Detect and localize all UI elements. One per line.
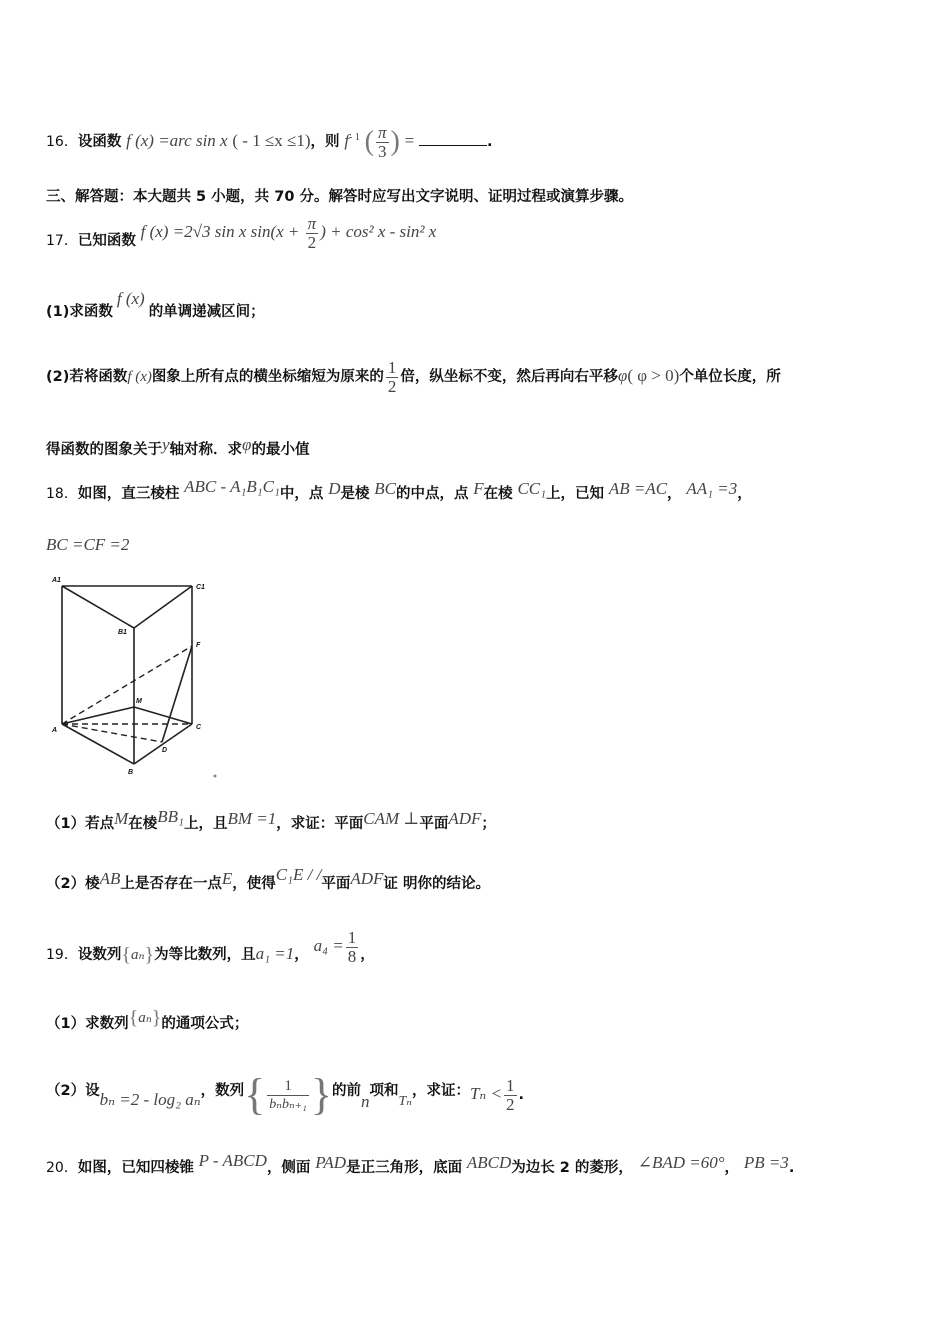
label-D: D: [162, 747, 168, 754]
q19-half-den: 2: [506, 1094, 515, 1114]
q19-part2-text-c: 的前: [332, 1083, 361, 1099]
q18-part1-text-e: 平面: [419, 816, 449, 832]
q17-part2-text-g: 的最小值: [251, 442, 310, 458]
q19-part2-text-d: 项和: [369, 1083, 399, 1099]
q19-bn: bₙ =2 - log₂ aₙ: [99, 1090, 201, 1109]
q18-part2-text-b: 上是否存在一点: [120, 876, 222, 892]
q17-function-a: f (x) =2√3 sin x sin(x +: [140, 222, 304, 241]
label-M: M: [136, 698, 142, 705]
q19-half-num: 1: [506, 1075, 515, 1095]
q18-part2: [46, 865, 490, 895]
q18-text: 如图，直三棱柱: [77, 486, 180, 502]
q20-text-b: ，侧面: [266, 1160, 311, 1176]
q19-text: 设数列: [77, 947, 122, 963]
q18-C1E: C₁E / /: [275, 865, 322, 884]
q17-part2-text: (2)若将函数: [46, 369, 128, 385]
q19-part2-text: （2）设: [46, 1083, 100, 1099]
q18-line: [46, 477, 752, 505]
q18-prism-figure: [48, 572, 228, 782]
q20-period: .: [788, 1160, 795, 1176]
q16-line: [46, 118, 493, 161]
q18-text-b: 中，点: [279, 486, 324, 502]
q16-left-paren: (: [364, 126, 374, 157]
q17-part1-text: (1)求函数: [46, 304, 113, 320]
q18-CAM: CAM ⊥: [363, 809, 420, 828]
q18-part1: [46, 807, 496, 835]
q16-right-paren: ): [390, 126, 400, 157]
section-3-heading: 三、解答题：本大题共 5 小题，共 70 分。解答时应写出文字说明、证明过程或演算步骤。: [46, 189, 633, 205]
label-A1: A1: [52, 577, 61, 584]
q16-fraction: [376, 124, 389, 161]
q19-comma2: ，: [360, 947, 375, 963]
q17-part2-text-e: 得函数的图象关于: [46, 442, 162, 458]
q18-BM: BM =1: [227, 809, 277, 828]
q17-half-num: 1: [387, 357, 397, 377]
q16-answer-blank[interactable]: [419, 131, 487, 146]
q18-text-d: 的中点，点: [396, 486, 469, 502]
q17-line: [46, 213, 437, 260]
q16-then: ，则: [310, 134, 340, 150]
q19-Tn: Tₙ: [398, 1094, 412, 1109]
q16-text: 设函数: [77, 134, 122, 150]
stray-dot: [214, 775, 217, 778]
q17-part1-text-b: 的单调递减区间；: [148, 304, 265, 320]
q17-part1: [46, 289, 265, 323]
q19-Tn-lt: Tₙ <: [469, 1084, 503, 1103]
q17-phi-cond: ( φ > 0): [627, 366, 680, 385]
q18-part2-text-e: 证 明你的结论。: [383, 876, 490, 892]
edge-M-C: [134, 707, 192, 724]
edge-A-M: [62, 707, 134, 724]
q17-phi: φ: [617, 366, 628, 385]
edge-B1-C1: [134, 586, 192, 628]
q19-an: aₙ: [130, 947, 145, 963]
q18-text-f: 上，已知: [546, 486, 605, 502]
q17-fraction: [306, 215, 319, 252]
q18-ABAC: AB =AC: [608, 479, 668, 498]
q17-part2-text-f: 轴对称．求: [169, 442, 243, 458]
q16-equals: =: [404, 131, 415, 150]
q20-text-c: 是正三角形，底面: [346, 1160, 463, 1176]
q19-fraction: [346, 929, 359, 966]
q19-half: [504, 1077, 517, 1114]
q17-part2-fx: f (x): [127, 369, 152, 385]
q18-part1-text-f: ；: [481, 816, 496, 832]
q17-part2-text-b: 图象上所有点的横坐标缩短为原来的: [151, 369, 384, 385]
q19-a1: a₁ =1: [255, 944, 295, 963]
q18-E: E: [221, 869, 233, 888]
q18-comma2: ，: [737, 486, 752, 502]
q18-text-c: 是棱: [340, 486, 370, 502]
q18-part1-text-b: 在棱: [128, 816, 158, 832]
q18-CC1: CC₁: [517, 479, 547, 498]
q20-angle: ∠BAD =60°: [637, 1153, 725, 1172]
q18-number: 18．: [46, 486, 78, 502]
q17-phi2: φ: [242, 435, 252, 454]
q18-AA1: AA₁ =3: [686, 479, 738, 498]
q19-n: n: [361, 1092, 370, 1111]
q20-number: 20．: [46, 1160, 78, 1176]
edge-B-C: [134, 724, 192, 764]
q16-number: 16．: [46, 134, 78, 150]
q20-comma: ，: [724, 1160, 740, 1176]
q18-BC: BC: [374, 479, 396, 498]
q17-two: 2: [307, 232, 317, 252]
label-A: A: [52, 727, 58, 734]
q19-p1-brace-r: }: [151, 1007, 162, 1029]
q18-BCCF: BC =CF =2: [46, 535, 130, 554]
q18-ADF2: ADF: [350, 869, 384, 888]
q19-part2-text-b: ，数列: [200, 1083, 245, 1099]
edge-A1-B1: [62, 586, 134, 628]
q18-part1-text-d: ，求证：平面: [276, 816, 364, 832]
q20-line: [46, 1151, 795, 1179]
q18-part2-text: （2）棱: [46, 876, 100, 892]
q18-part1-text: （1）若点: [46, 816, 115, 832]
q18-D: D: [328, 479, 341, 498]
q19-p2-brace-r: }: [310, 1070, 332, 1119]
q16-f: f: [344, 131, 350, 150]
q18-part2-text-d: 平面: [321, 876, 351, 892]
q18-prism: ABC - A₁B₁C₁: [184, 477, 280, 496]
q17-text: 已知函数: [77, 233, 136, 249]
label-B: B: [128, 769, 134, 776]
q18-given: [46, 534, 129, 556]
q17-part2-text-c: 倍，纵坐标不变，然后再向右平移: [400, 369, 618, 385]
q19-p1-brace-l: {: [128, 1007, 139, 1029]
q19-a4: a₄ =: [313, 936, 344, 955]
q18-text-e: 在棱: [483, 486, 513, 502]
q19-number: 19．: [46, 947, 78, 963]
q19-period: .: [518, 1087, 525, 1103]
q18-M: M: [114, 809, 129, 828]
q20-ABCD: ABCD: [466, 1153, 512, 1172]
q18-comma1: ，: [667, 486, 682, 502]
q16-period: .: [487, 134, 493, 150]
q17-half: [386, 359, 399, 396]
q19-one: 1: [347, 927, 357, 947]
q19-comma: ，: [294, 947, 309, 963]
q17-half-den: 2: [387, 376, 397, 396]
q20-text-d: 为边长 2 的菱形，: [511, 1160, 633, 1176]
edge-A-F-dashed: [62, 646, 192, 724]
q19-part2-text-e: ，求证：: [411, 1083, 470, 1099]
q18-part1-text-c: 上，且: [183, 816, 228, 832]
q19-p2-brace-l: {: [244, 1070, 266, 1119]
q19-p2-one: 1: [267, 1077, 309, 1096]
q16-domain: ( - 1 ≤x ≤1): [232, 131, 311, 150]
q20-PAD: PAD: [315, 1153, 347, 1172]
label-C: C: [196, 724, 202, 731]
q17-pi: π: [307, 213, 317, 233]
q19-p2-den: bₙbₙ₊₁: [269, 1096, 307, 1112]
q18-BB1: BB₁: [157, 807, 184, 826]
q18-AB: AB: [99, 869, 121, 888]
q17-y: y: [162, 435, 170, 454]
q17-part2-cont: [46, 435, 310, 461]
q19-part1: [46, 1007, 249, 1035]
q18-ADF: ADF: [448, 809, 482, 828]
label-F: F: [196, 642, 201, 649]
q16-function: f (x) =arc sin x: [126, 131, 228, 150]
q19-text-b: 为等比数列，且: [154, 947, 256, 963]
q20-text: 如图，已知四棱锥: [77, 1160, 194, 1176]
q20-PB: PB =3: [743, 1153, 789, 1172]
q19-part2: [46, 1064, 524, 1124]
label-B1: B1: [118, 629, 127, 636]
q19-part1-text-b: 的通项公式；: [161, 1016, 249, 1032]
q17-part2-text-d: 个单位长度，所: [679, 369, 781, 385]
q19-brace-r: }: [144, 944, 155, 966]
q20-pyramid: P - ABCD: [198, 1151, 267, 1170]
label-C1: C1: [196, 584, 205, 591]
q17-function-b: ) + cos² x - sin² x: [320, 222, 437, 241]
q17-part1-fx: f (x): [116, 289, 145, 308]
q16-inverse: - 1: [349, 132, 360, 143]
q19-p1-an: aₙ: [138, 1010, 152, 1026]
q16-pi: π: [378, 122, 387, 142]
q17-part2: [46, 354, 781, 398]
q17-number: 17．: [46, 233, 78, 249]
q19-line: [46, 928, 375, 980]
q16-three: 3: [378, 141, 387, 161]
edge-A-B: [62, 724, 134, 764]
q18-F: F: [473, 479, 484, 498]
q19-eight: 8: [347, 946, 357, 966]
q19-brace-l: {: [121, 944, 131, 966]
q19-part1-text: （1）求数列: [46, 1016, 129, 1032]
q19-p2-fraction: [267, 1077, 309, 1114]
q18-part2-text-c: ，使得: [232, 876, 276, 892]
